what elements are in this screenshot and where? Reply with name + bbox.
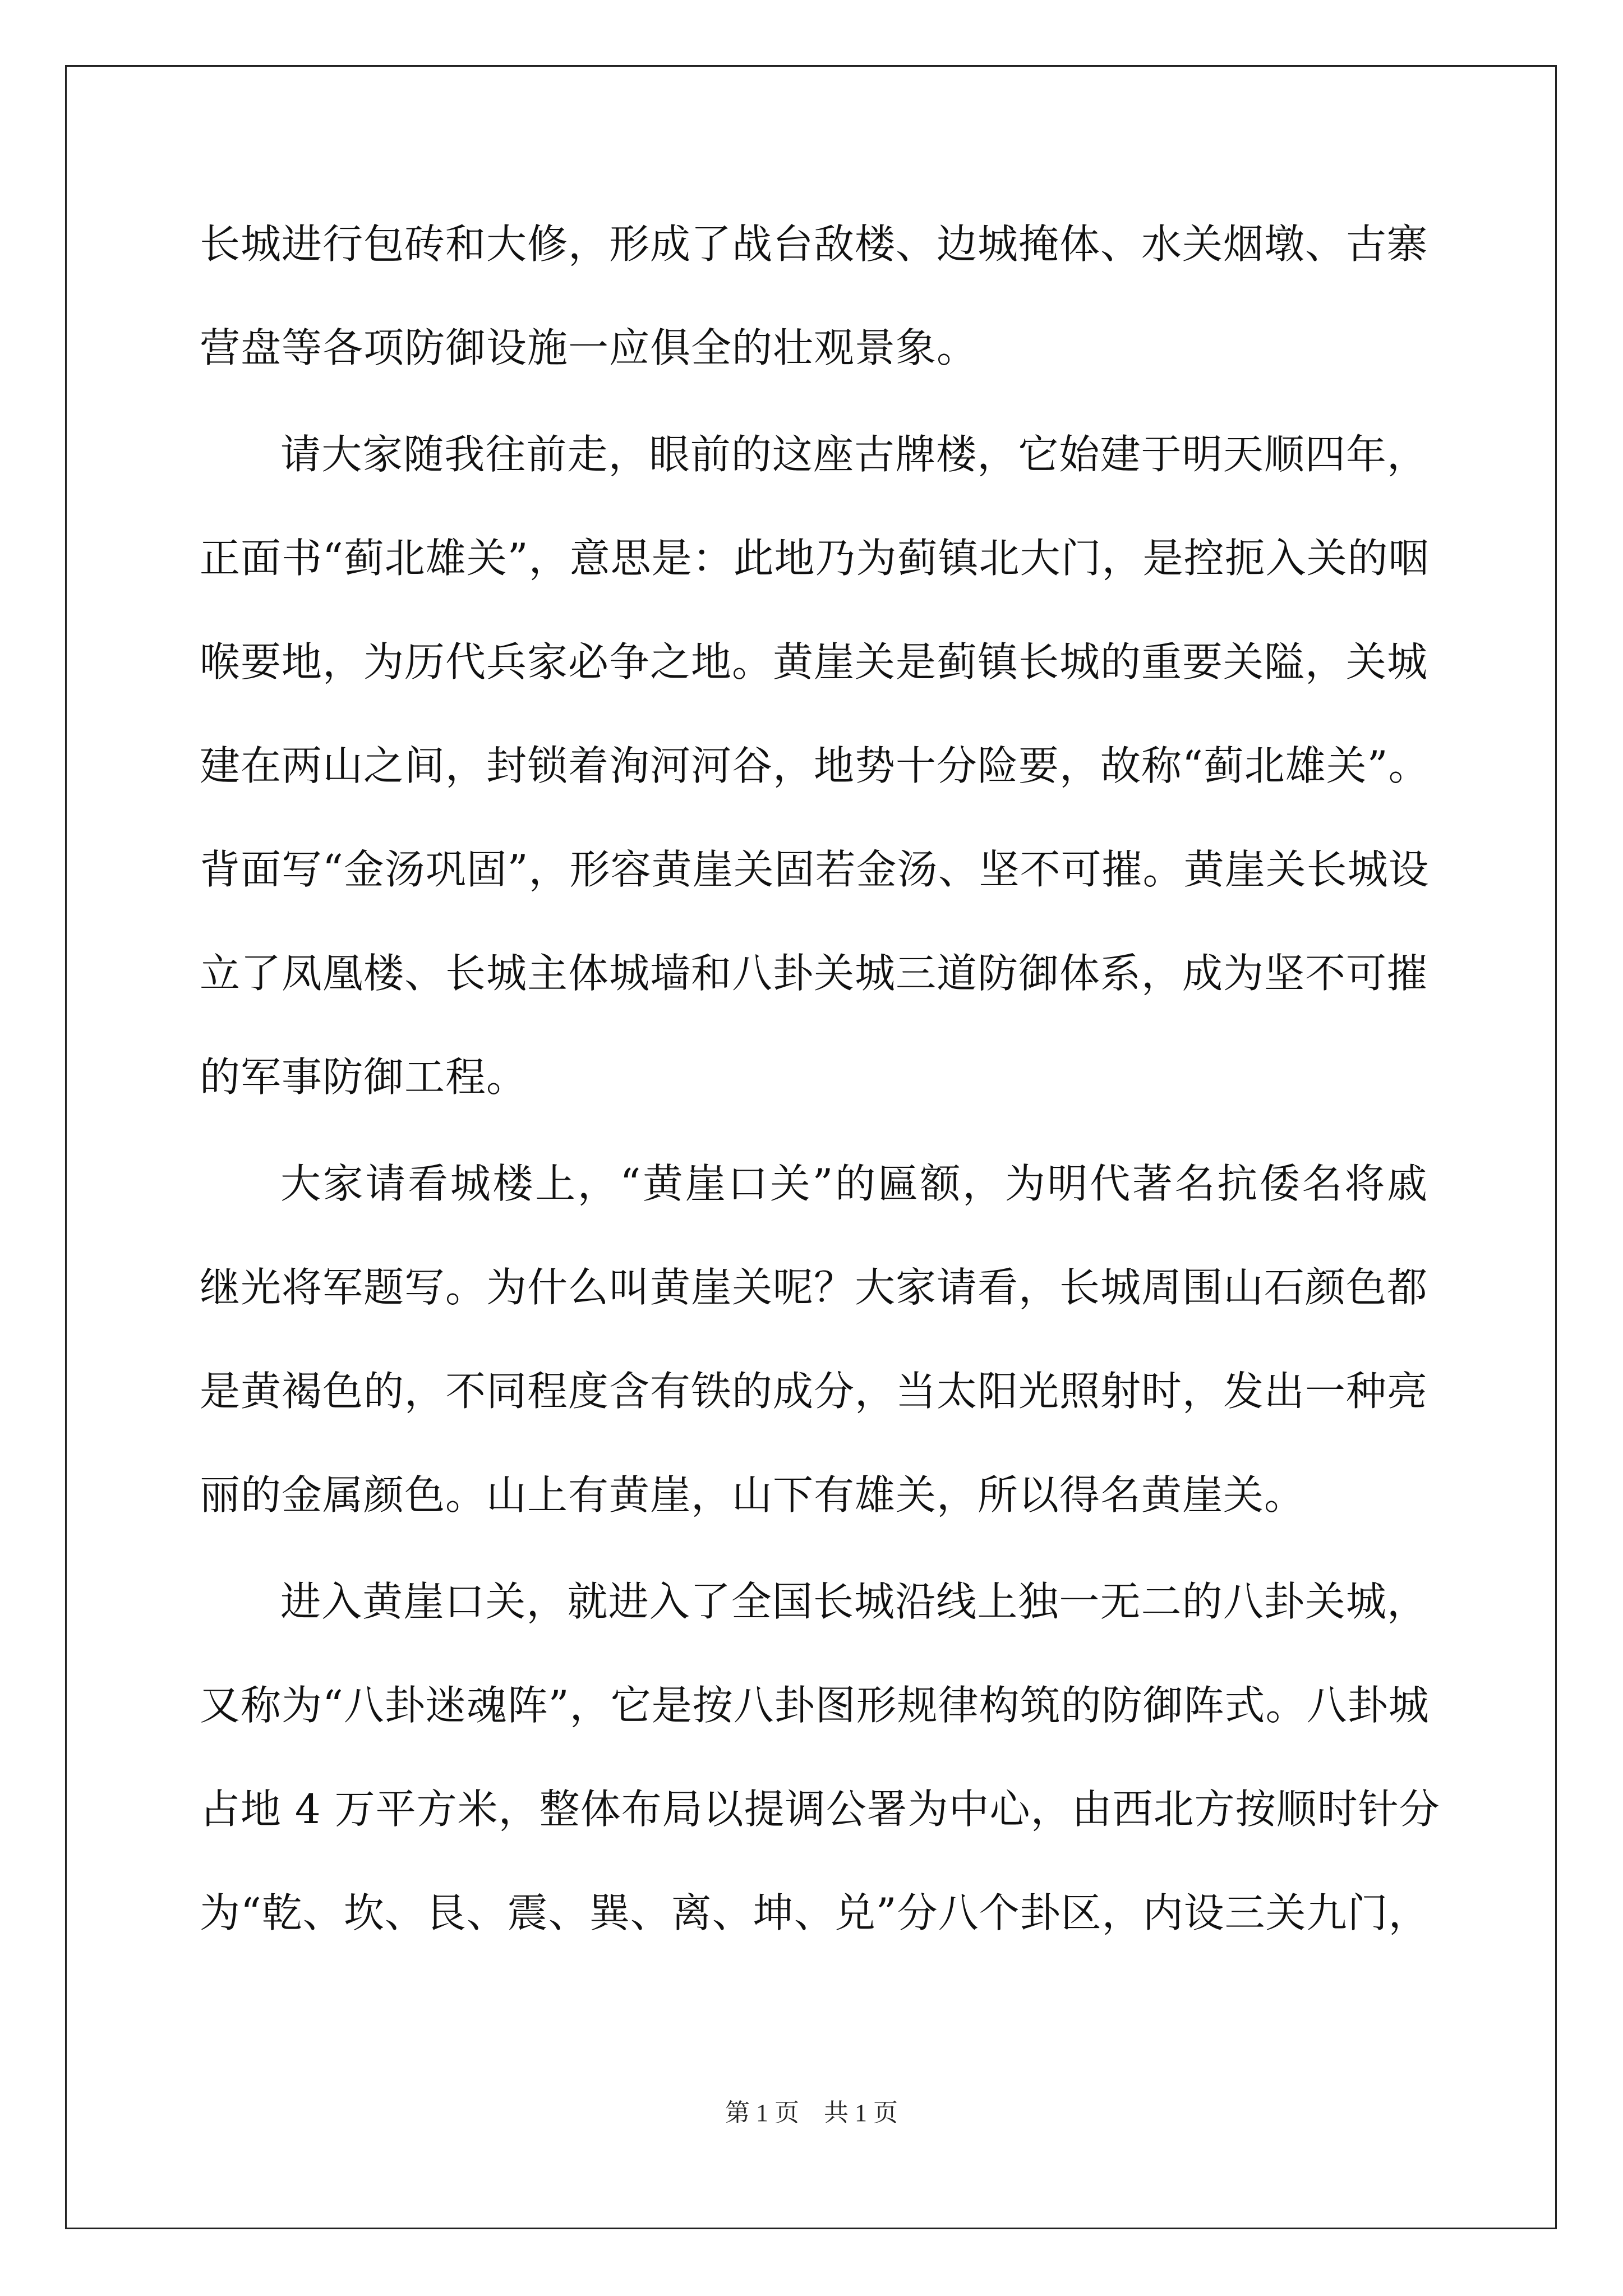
text-line: 请大家随我往前走，眼前的这座古牌楼，它始建于明天顺四年， xyxy=(280,431,1428,478)
text-line: 营盘等各项防御设施一应俱全的壮观景象。 xyxy=(200,324,978,371)
text-line: 正面书“蓟北雄关”，意思是：此地乃为蓟镇北大门，是控扼入关的咽 xyxy=(200,535,1430,582)
text-line: 的军事防御工程。 xyxy=(200,1053,528,1101)
text-line: 背面写“金汤巩固”，形容黄崖关固若金汤、坚不可摧。黄崖关长城设 xyxy=(200,846,1430,893)
page-number: 第 1 页 xyxy=(725,2099,799,2127)
page-total: 共 1 页 xyxy=(824,2099,898,2127)
text-line: 是黄褐色的，不同程度含有铁的成分，当太阳光照射时，发出一种亮 xyxy=(200,1368,1428,1415)
page-footer xyxy=(0,2092,1623,2128)
text-line: 大家请看城楼上，“黄崖口关”的匾额，为明代著名抗倭名将戚 xyxy=(280,1160,1428,1207)
text-line: 为“乾、坎、艮、震、巽、离、坤、兑”分八个卦区，内设三关九门， xyxy=(200,1889,1430,1936)
text-line: 进入黄崖口关，就进入了全国长城沿线上独一无二的八卦关城， xyxy=(280,1578,1428,1625)
text-line: 丽的金属颜色。山上有黄崖，山下有雄关，所以得名黄崖关。 xyxy=(200,1471,1306,1519)
text-line: 又称为“八卦迷魂阵”，它是按八卦图形规律构筑的防御阵式。八卦城 xyxy=(200,1682,1430,1729)
text-line: 长城进行包砖和大修，形成了战台敌楼、边城掩体、水关烟墩、古寨 xyxy=(200,220,1428,268)
text-line: 占地 4 万平方米，整体布局以提调公署为中心，由西北方按顺时针分 xyxy=(200,1786,1440,1833)
text-line: 立了凤凰楼、长城主体城墙和八卦关城三道防御体系，成为坚不可摧 xyxy=(200,950,1428,997)
document-body xyxy=(200,220,1440,1993)
text-line: 建在两山之间，封锁着洵河河谷，地势十分险要，故称“蓟北雄关”。 xyxy=(200,742,1430,789)
text-line: 继光将军题写。为什么叫黄崖关呢？大家请看，长城周围山石颜色都 xyxy=(200,1264,1428,1311)
text-line: 喉要地，为历代兵家必争之地。黄崖关是蓟镇长城的重要关隘，关城 xyxy=(200,638,1428,685)
